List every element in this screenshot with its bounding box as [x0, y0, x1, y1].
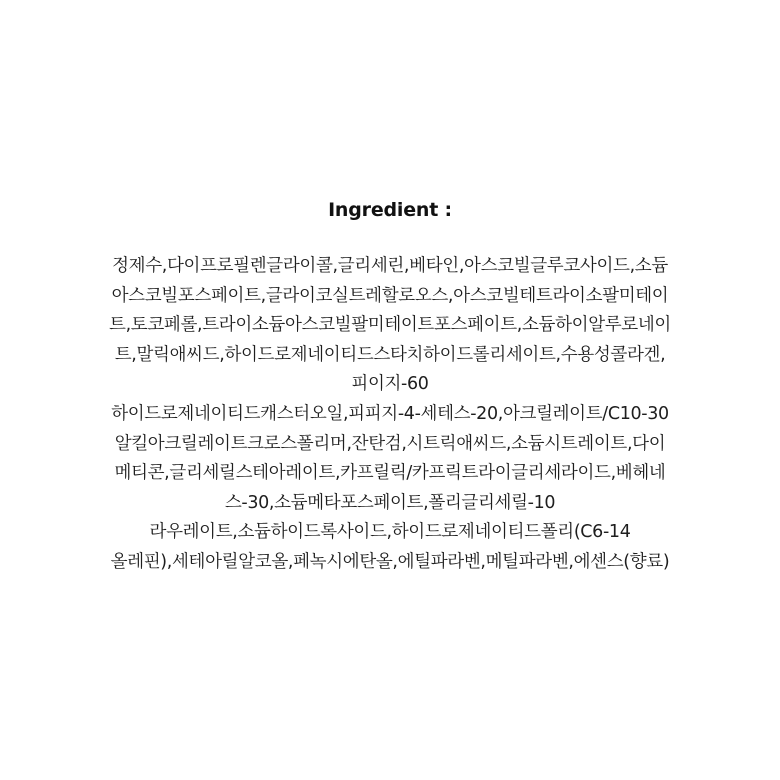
ingredient-line: 하이드로제네이티드캐스터오일,피피지-4-세테스-20,아크릴레이트/C10-30	[111, 403, 669, 424]
ingredient-line: 트,토코페롤,트라이소듐아스코빌팔미테이트포스페이트,소듐하이알루로네이	[109, 315, 671, 336]
ingredient-line: 라우레이트,소듐하이드록사이드,하이드로제네이티드폴리(C6-14	[149, 522, 631, 543]
ingredient-line: 피이지-60	[351, 374, 429, 395]
ingredient-heading: Ingredient :	[328, 199, 452, 221]
ingredient-line: 트,말릭애씨드,하이드로제네이티드스타치하이드롤리세이트,수용성콜라겐,	[114, 344, 666, 365]
ingredient-line: 스-30,소듐메타포스페이트,폴리글리세릴-10	[224, 492, 556, 513]
ingredient-list	[40, 252, 740, 578]
ingredient-line: 정제수,다이프로필렌글라이콜,글리세린,베타인,아스코빌글루코사이드,소듐	[112, 256, 668, 276]
ingredient-line: 알킬아크릴레이트크로스폴리머,잔탄검,시트릭애씨드,소듐시트레이트,다이	[114, 433, 666, 454]
ingredient-line: 아스코빌포스페이트,글라이코실트레할로오스,아스코빌테트라이소팔미테이	[111, 285, 669, 306]
ingredient-line: 메티콘,글리세릴스테아레이트,카프릴릭/카프릭트라이글리세라이드,베헤네	[114, 463, 666, 484]
ingredient-line: 올레핀),세테아릴알코올,페녹시에탄올,에틸파라벤,메틸파라벤,에센스(향료)	[110, 551, 670, 572]
